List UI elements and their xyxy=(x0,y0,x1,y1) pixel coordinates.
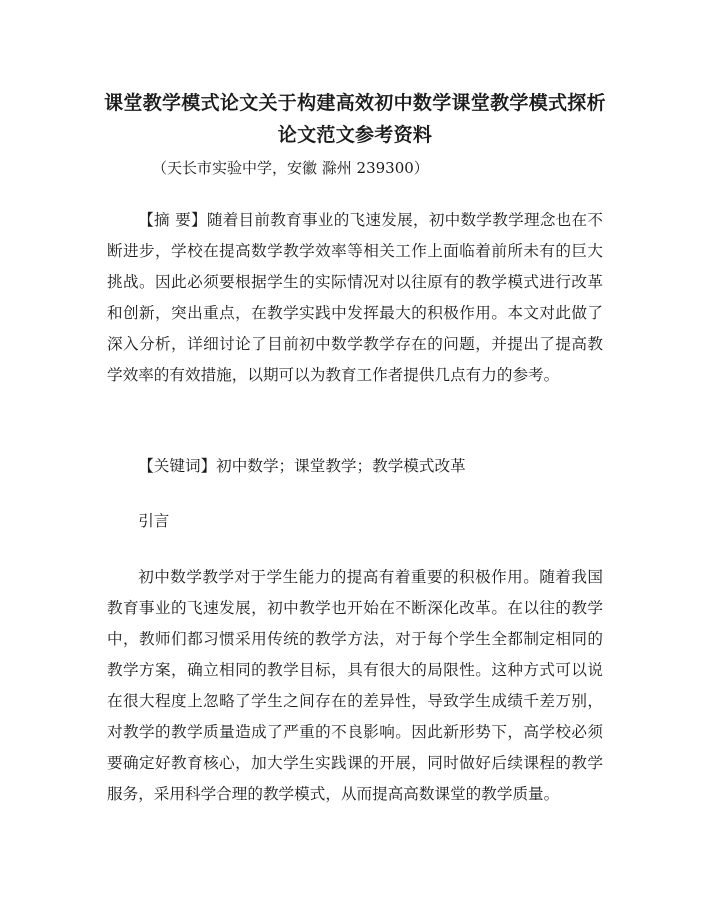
abstract-label: 【摘 要】 xyxy=(138,211,207,229)
keywords-text: 初中数学；课堂教学；教学模式改革 xyxy=(216,457,466,475)
body-paragraph-1: 初中数学教学对于学生能力的提高有着重要的积极作用。随着我国教育事业的飞速发展，初中教学也开始在不断深化改革。在以往的教学中，教师们都习惯采用传统的教学方法，对于每个学生全都制定相同的教学方案，确立相同的教学目标，具有很大的局限性。这种方式可以说在很大程度上忽略了学生之间存在的差异性，导致学生成绩千差万别，对教学的教学质量造成了严重的不良影响。因此新形势下，高学校必须要确定好教育核心，加大学生实践课的开展，同时做好后续课程的教学服务，采用科学合理的教学模式，从而提高高数课堂的教学质量。 xyxy=(107,568,603,803)
intro-heading: 引言 xyxy=(138,512,170,530)
author-affiliation: （天长市实验中学，安徽 滁州 239300） xyxy=(152,159,429,177)
keywords-label: 【关键词】 xyxy=(138,457,217,475)
document-title-line-2: 论文范文参考资料 xyxy=(277,124,433,146)
document-title-line-1: 课堂教学模式论文关于构建高效初中数学课堂教学模式探析 xyxy=(104,92,606,114)
abstract-text: 随着目前教育事业的飞速发展，初中数学教学理念也在不断进步，学校在提高数学教学效率等相关工作上面临着前所未有的巨大挑战。因此必须要根据学生的实际情况对以往原有的教学模式进行改革和创新，突出重点，在教学实践中发挥最大的积极作用。本文对此做了深入分析，详细讨论了目前初中数学教学存在的问题，并提出了提高教学效率的有效措施，以期可以为教育工作者提供几点有力的参考。 xyxy=(107,211,603,384)
keywords-paragraph xyxy=(107,451,603,482)
abstract-paragraph xyxy=(107,205,603,391)
